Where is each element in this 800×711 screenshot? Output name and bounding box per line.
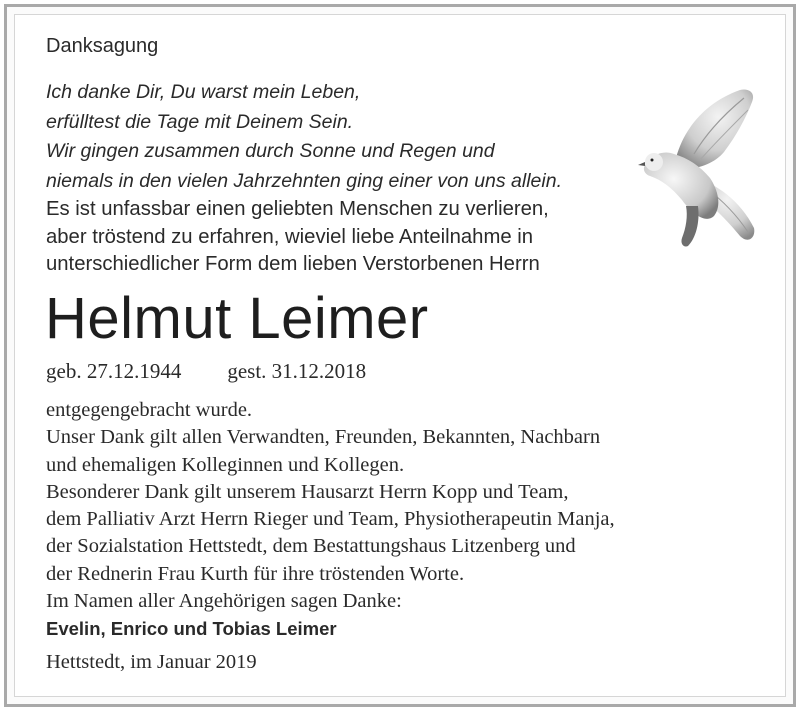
body-line: der Rednerin Frau Kurth für ihre tröstenden Worte. (46, 562, 465, 585)
body-line: Unser Dank gilt allen Verwandten, Freunden, Bekannten, Nachbarn (46, 426, 601, 449)
intro-line: Es ist unfassbar einen geliebten Menschen zu verlieren, (46, 198, 549, 220)
body-line: und ehemaligen Kolleginnen und Kollegen. (46, 453, 405, 476)
thanks-body (46, 397, 615, 588)
poem-line: Wir gingen zusammen durch Sonne und Regen und (46, 140, 495, 162)
notice-heading: Danksagung (46, 35, 159, 57)
place-date: Hettstedt, im Januar 2019 (46, 651, 257, 673)
body-line: Besonderer Dank gilt unserem Hausarzt Herrn Kopp und Team, (46, 480, 569, 503)
poem-line: Ich danke Dir, Du warst mein Leben, (46, 81, 361, 103)
body-line: dem Palliativ Arzt Herrn Rieger und Team, Physiotherapeutin Manja, (46, 508, 615, 531)
life-dates (46, 357, 366, 385)
birth-date: geb. 27.12.1944 (46, 359, 182, 383)
poem-line: niemals in den vielen Jahrzehnten ging einer von uns allein. (46, 169, 562, 192)
intro-text (46, 196, 549, 279)
body-line: der Sozialstation Hettstedt, dem Bestattungshaus Litzenberg und (46, 535, 576, 558)
poem (46, 78, 562, 196)
signers: Evelin, Enrico und Tobias Leimer (46, 618, 337, 639)
closing-line: Im Namen aller Angehörigen sagen Danke: (46, 590, 402, 612)
intro-line: aber tröstend zu erfahren, wieviel liebe Anteilnahme in (46, 225, 534, 248)
body-line: entgegengebracht wurde. (46, 399, 253, 421)
dove-icon (636, 88, 758, 248)
poem-line: erfülltest die Tage mit Deinem Sein. (46, 110, 354, 133)
intro-line: unterschiedlicher Form dem lieben Verstorbenen Herrn (46, 253, 540, 275)
deceased-name: Helmut Leimer (45, 286, 429, 351)
death-date: gest. 31.12.2018 (227, 359, 367, 383)
